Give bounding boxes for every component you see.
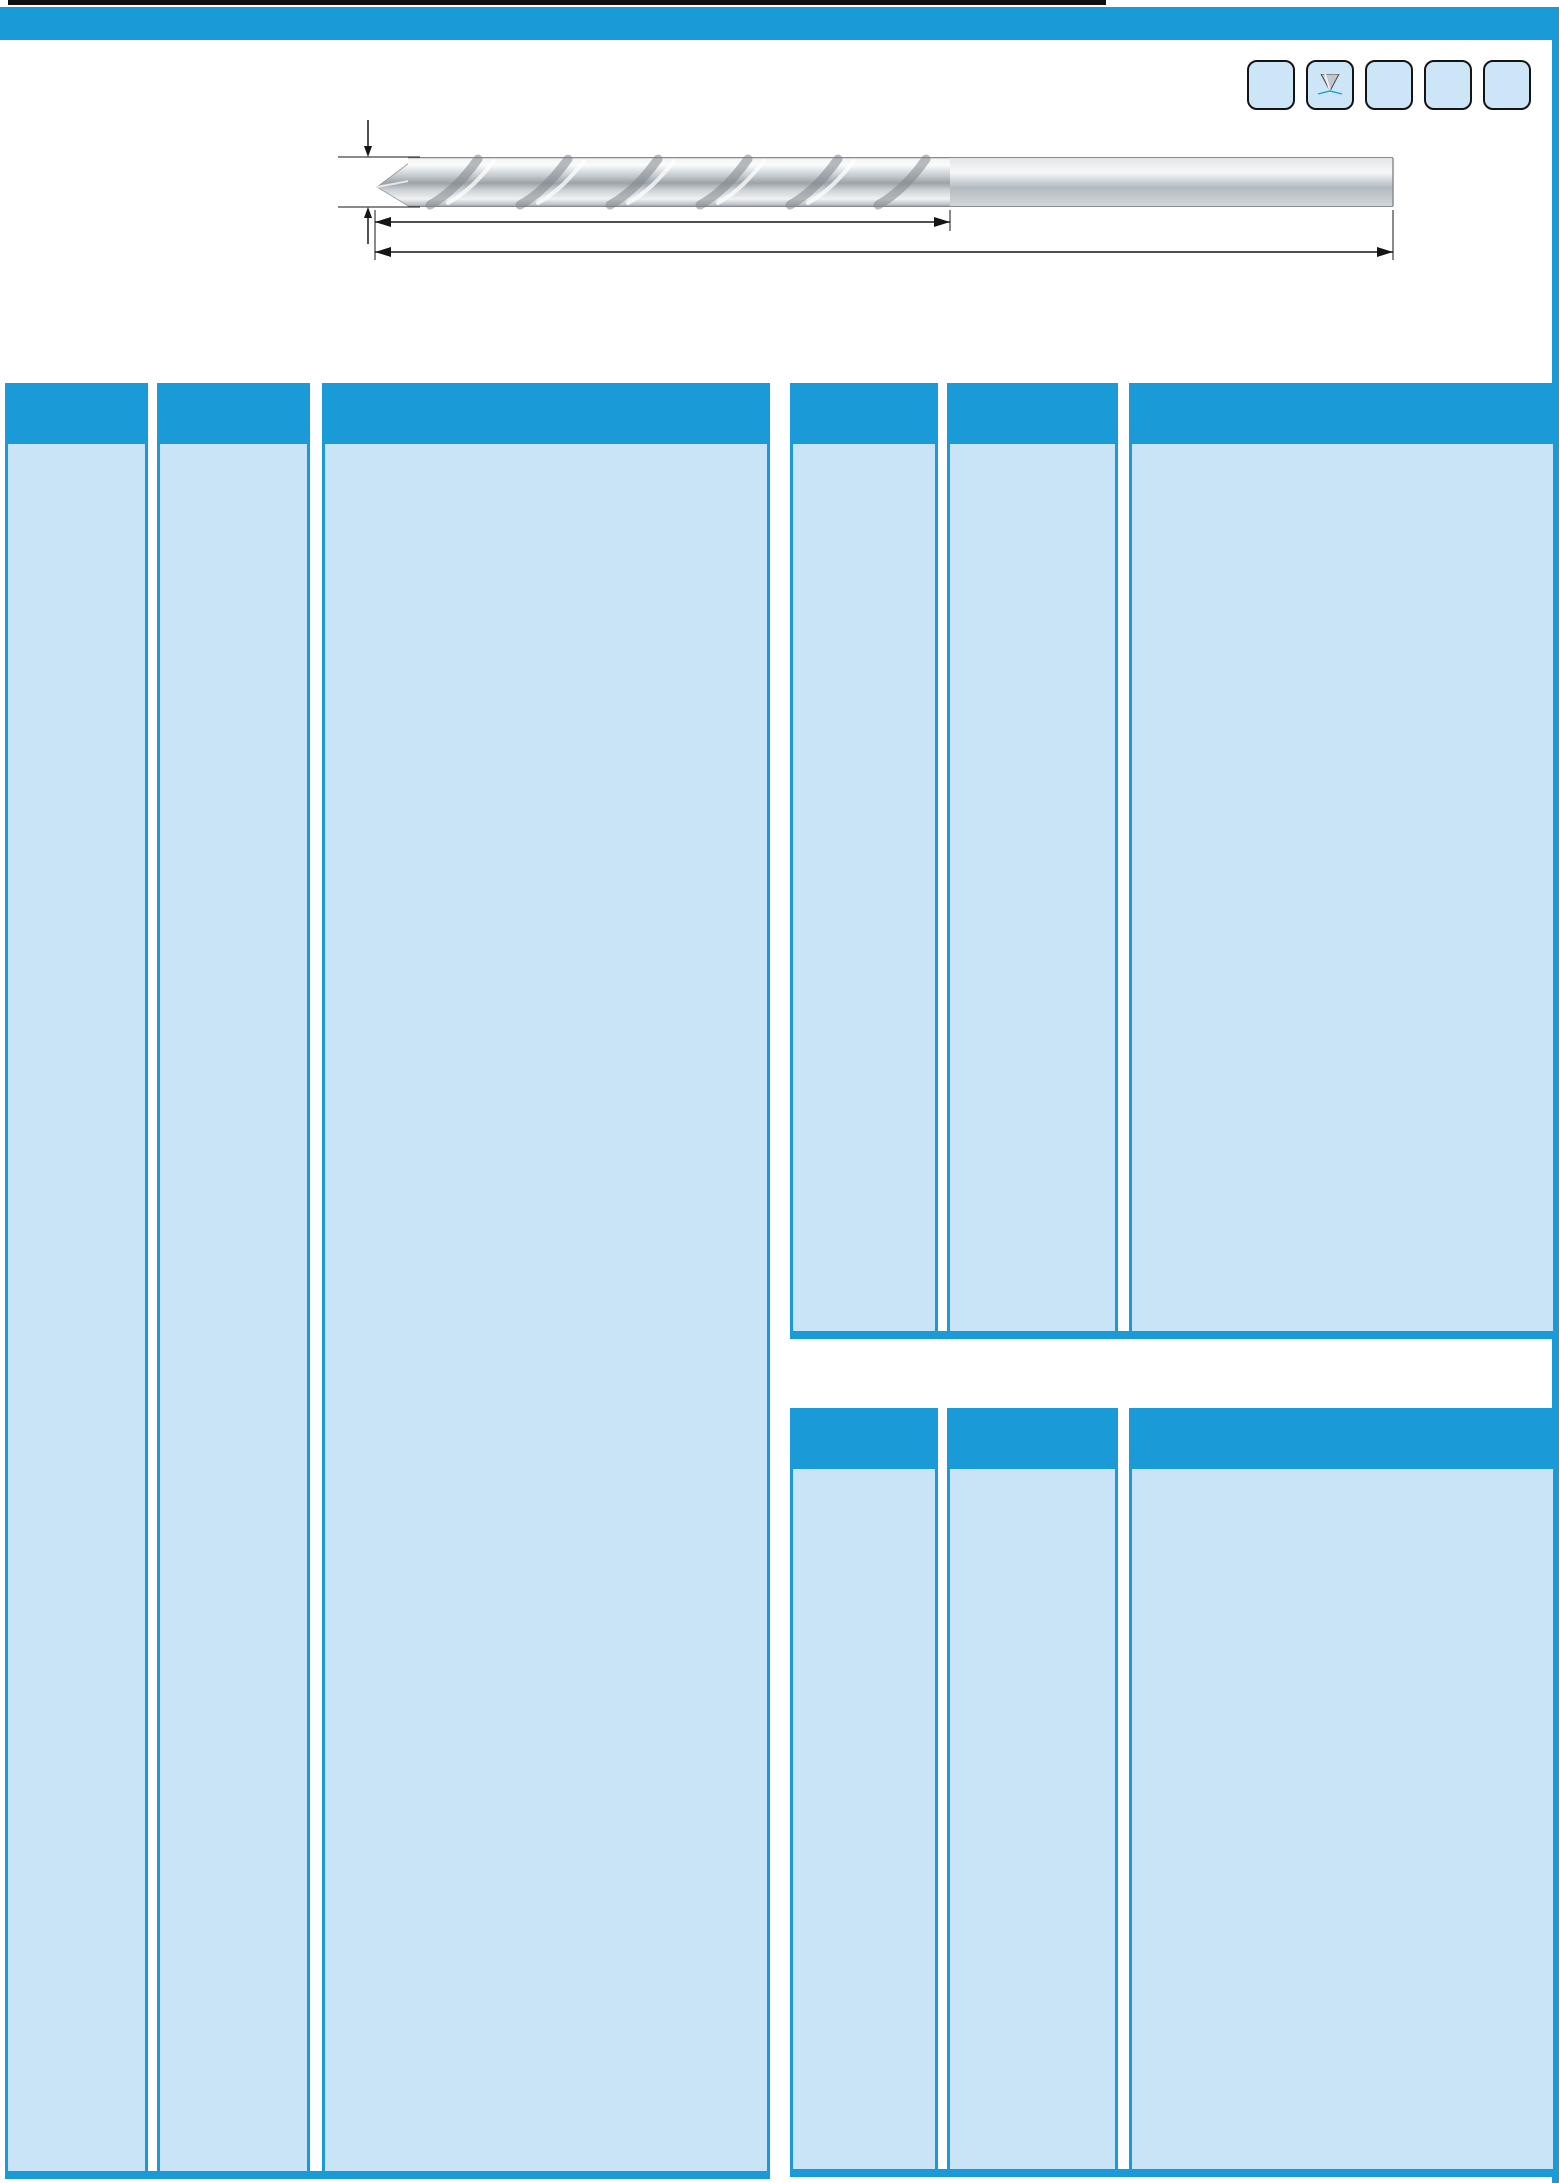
table-header (325, 386, 767, 444)
drill-shank (950, 158, 1393, 206)
table-block-hss-alpha (790, 1408, 938, 2174)
table-bottom-rule (790, 2169, 1556, 2177)
table-block-hssco-alpha (1129, 1408, 1556, 2174)
table-bottom-rule (5, 2171, 770, 2179)
table-block-hsstin-alpha (947, 1408, 1118, 2174)
table-block-hsstin-right (947, 383, 1118, 1338)
table-header (1132, 386, 1553, 444)
table-header (950, 386, 1115, 444)
table-block-hsstin-left (157, 383, 310, 2175)
table-header (160, 386, 307, 444)
drill-point-icon (1316, 74, 1344, 96)
table-header (1132, 1411, 1553, 1469)
top-rule (8, 0, 1106, 5)
table-block-hssco-left (322, 383, 770, 2175)
hss-tin-badge (1483, 60, 1531, 110)
title-bar (0, 7, 1559, 40)
table-header (8, 386, 145, 444)
table-block-hssco-right (1129, 383, 1556, 1338)
drill-dimension-diagram (280, 100, 1440, 300)
table-header (950, 1411, 1115, 1469)
table-block-hss-left (5, 383, 148, 2175)
table-header (793, 1411, 935, 1469)
table-block-hss-right (790, 383, 938, 1338)
table-bottom-rule (790, 1331, 1556, 1339)
table-header (793, 386, 935, 444)
